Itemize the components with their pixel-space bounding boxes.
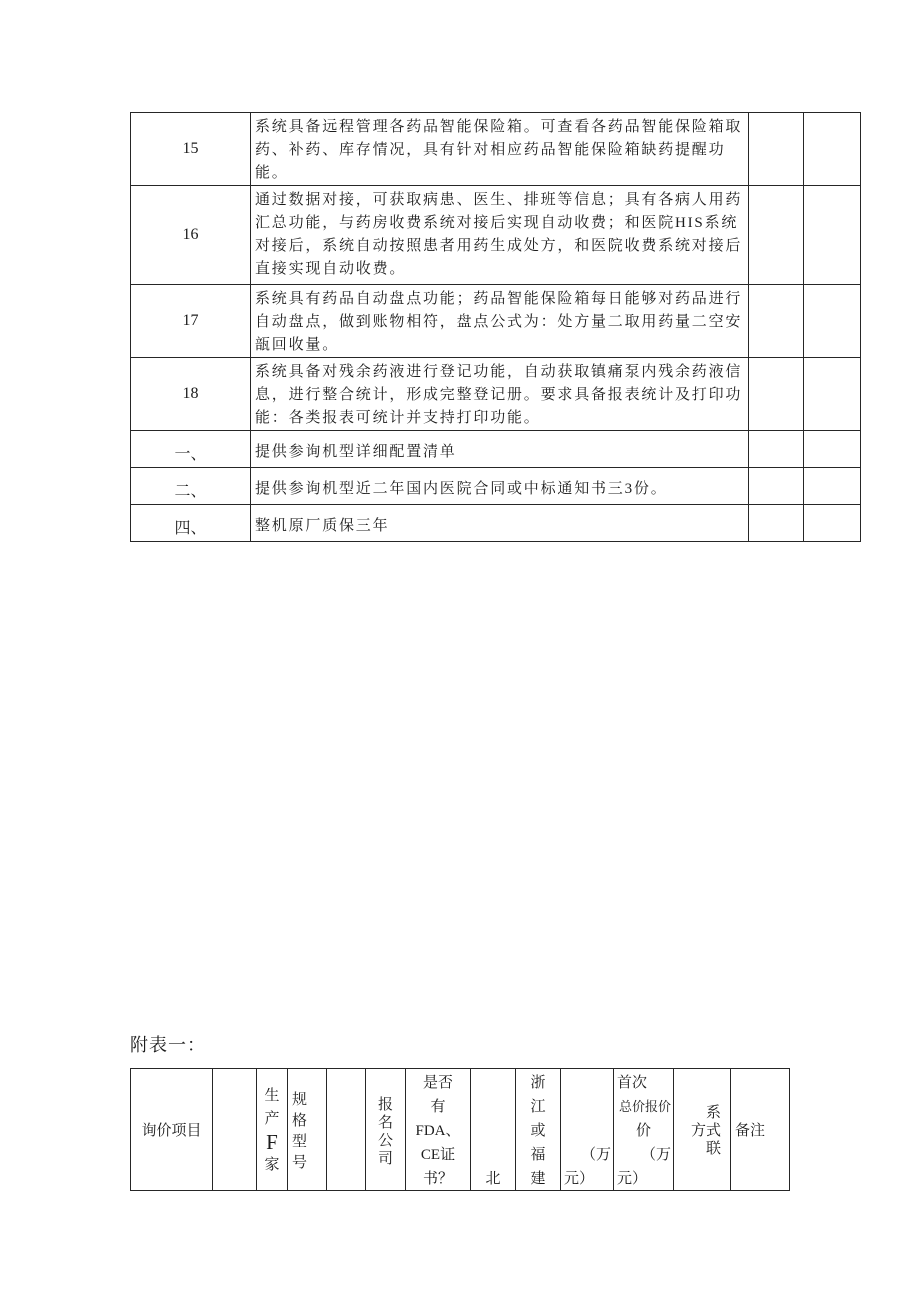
header-text: CE证 [420, 1147, 456, 1163]
item-description [251, 468, 749, 505]
response-cell [749, 358, 804, 431]
remark-cell [804, 505, 861, 542]
table-row [131, 186, 861, 285]
header-text: 联 [705, 1141, 721, 1157]
header-text: 方式 [690, 1123, 721, 1139]
header-text: 首次 [617, 1075, 648, 1091]
item-description [251, 358, 749, 431]
item-number: 18 [131, 358, 251, 431]
remark-cell [804, 431, 861, 468]
header-blank-cell [327, 1069, 366, 1190]
inquiry-header-table [130, 1068, 790, 1191]
header-text: 名 [377, 1115, 393, 1131]
header-text: 系 [705, 1105, 721, 1121]
response-cell [749, 431, 804, 468]
header-text: FDA、 [415, 1123, 461, 1139]
item-description [251, 113, 749, 186]
table-row [131, 468, 861, 505]
response-cell [749, 505, 804, 542]
item-description-text: 系统具有药品自动盘点功能；药品智能保险箱每日能够对药品进行 自动盘点，做到账物相符，盘点公式为：处方量二取用药量二空安 瓿回收量。 [255, 291, 743, 353]
table-row [131, 431, 861, 468]
header-first-total-price [614, 1069, 674, 1190]
table-row [131, 505, 861, 542]
item-description-text: 整机原厂质保三年 [255, 517, 390, 534]
header-north [471, 1069, 516, 1190]
header-inquiry-item [131, 1069, 213, 1190]
item-description [251, 186, 749, 285]
header-text: 公 [377, 1133, 393, 1149]
header-spec-model [288, 1069, 327, 1190]
response-cell [749, 285, 804, 358]
item-description-text: 系统具备对残余药液进行登记功能，自动获取镇痛泵内残余药液信 息，进行整合统计，形成完整登记册。要求具备报表统计及打印功 能：各类报表可统计并支持打印功能。 [255, 364, 743, 426]
table-row [131, 285, 861, 358]
item-description [251, 505, 749, 542]
item-description-text: 通过数据对接，可获取病患、医生、排班等信息；具有各病人用药 汇总功能，与药房收费系统对接后实现自动收费；和医院HIS系统 对接后，系统自动按照患者用药生成处方，和医院收费系统对接后 直接实现自动收费。 [255, 192, 743, 277]
response-cell [749, 113, 804, 186]
item-description-text: 系统具备远程管理各药品智能保险箱。可查看各药品智能保险箱取 药、补药、库存情况，具有针对相应药品智能保险箱缺药提醒功 能。 [255, 119, 743, 181]
header-text: 福 [530, 1147, 546, 1163]
item-description [251, 285, 749, 358]
header-text: 司 [377, 1151, 393, 1167]
item-description [251, 431, 749, 468]
remark-cell [804, 358, 861, 431]
item-description-text: 提供参询机型近二年国内医院合同或中标通知书三3份。 [255, 480, 668, 497]
header-text: 报 [377, 1097, 393, 1113]
header-text: 号 [292, 1155, 308, 1171]
appendix-title: 附表一： [130, 1035, 206, 1055]
header-blank-cell [213, 1069, 257, 1190]
header-zhejiang-fujian [516, 1069, 561, 1190]
item-number: 一、 [131, 431, 251, 468]
remark-cell [804, 285, 861, 358]
header-text: 询价项目 [141, 1123, 202, 1139]
item-number: 四、 [131, 505, 251, 542]
remark-cell [804, 468, 861, 505]
item-number: 17 [131, 285, 251, 358]
header-text: 元） [617, 1171, 648, 1187]
header-text: 备注 [735, 1123, 766, 1139]
header-price [561, 1069, 614, 1190]
item-description-text: 提供参询机型详细配置清单 [255, 443, 457, 460]
header-text: 规 [292, 1092, 308, 1108]
header-text: （万 [580, 1147, 611, 1163]
header-text: 产 [264, 1111, 280, 1127]
header-company [366, 1069, 406, 1190]
table-row [131, 358, 861, 431]
header-text: （万 [640, 1147, 671, 1163]
item-number: 16 [131, 186, 251, 285]
header-contact [674, 1069, 731, 1190]
header-text: 建 [530, 1171, 546, 1187]
header-text: 家 [264, 1157, 280, 1173]
header-remark [731, 1069, 790, 1190]
response-cell [749, 186, 804, 285]
header-text: 型 [292, 1134, 308, 1150]
item-number: 二、 [131, 468, 251, 505]
header-text: 价 [635, 1123, 651, 1139]
item-number: 15 [131, 113, 251, 186]
header-text: F [266, 1130, 278, 1154]
header-fda-ce [406, 1069, 471, 1190]
header-text: 浙 [530, 1075, 546, 1091]
header-text: 有 [430, 1099, 446, 1115]
header-text: 或 [530, 1123, 546, 1139]
requirements-table [130, 112, 861, 542]
header-manufacturer [257, 1069, 288, 1190]
header-text: 是否 [422, 1075, 453, 1091]
remark-cell [804, 113, 861, 186]
header-text: 生 [264, 1088, 280, 1104]
header-text: 书？ [422, 1171, 453, 1187]
header-text: 总价报价 [619, 1099, 672, 1114]
header-text: 元） [564, 1171, 595, 1187]
response-cell [749, 468, 804, 505]
header-text: 北 [485, 1171, 501, 1187]
remark-cell [804, 186, 861, 285]
header-text: 格 [292, 1113, 308, 1129]
header-text: 江 [530, 1099, 546, 1115]
table-row [131, 113, 861, 186]
